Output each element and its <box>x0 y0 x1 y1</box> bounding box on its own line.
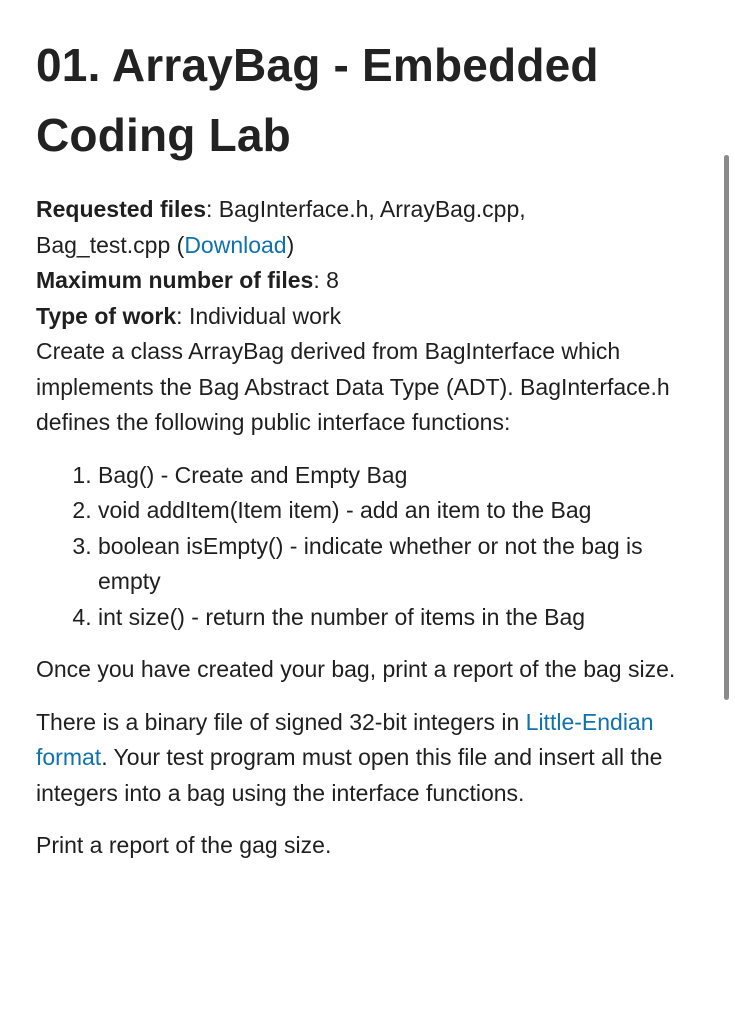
binary-file-paragraph <box>36 705 706 812</box>
type-of-work-label: Type of work <box>36 302 177 329</box>
submission-meta <box>36 192 706 334</box>
content <box>36 30 706 864</box>
function-list <box>36 458 706 636</box>
requested-files-line: Requested files: BagInterface.h, ArrayBag.cpp, <box>36 196 526 222</box>
function-item: 4. int size() - return the number of items in the Bag <box>98 600 706 636</box>
requested-files-value: BagInterface.h, ArrayBag.cpp, <box>218 196 526 222</box>
binary-text-after: . Your test program must open this file and insert all the integers into a bag using the interface functions. <box>36 744 663 806</box>
function-item: 3. boolean isEmpty() - indicate whether or not the bag is empty <box>98 529 706 600</box>
function-item: 2. void addItem(Item item) - add an item to the Bag <box>98 493 706 529</box>
max-files-line: Maximum number of files: 8 <box>36 267 339 293</box>
download-link[interactable]: Download <box>184 231 287 258</box>
page-title: 01. ArrayBag - Embedded Coding Lab <box>36 39 599 161</box>
little-endian-link[interactable]: Little-Endian format <box>36 708 654 770</box>
type-of-work-line: Type of work: Individual work <box>36 302 342 329</box>
max-files-label: Maximum number of files <box>36 267 314 293</box>
requested-files-line-2 <box>36 228 706 264</box>
report-paragraph: Once you have created your bag, print a report of the bag size. <box>36 656 676 682</box>
requested-files-close: ) <box>286 231 295 258</box>
requested-files-label: Requested files <box>36 196 206 222</box>
final-paragraph: Print a report of the gag size. <box>36 832 332 858</box>
description: Create a class ArrayBag derived from BagInterface which implements the Bag Abstract Data Type (ADT). BagInterface.h defines the following public interface functions: <box>36 338 670 435</box>
binary-text-before: There is a binary file of signed 32-bit integers in <box>36 708 526 735</box>
max-files-value: 8 <box>326 267 339 293</box>
function-item: 1. Bag() - Create and Empty Bag <box>98 458 706 494</box>
requested-files-value-2: Bag_test.cpp ( <box>36 231 185 258</box>
scrollbar[interactable] <box>724 155 729 700</box>
type-of-work-value: Individual work <box>188 302 342 329</box>
